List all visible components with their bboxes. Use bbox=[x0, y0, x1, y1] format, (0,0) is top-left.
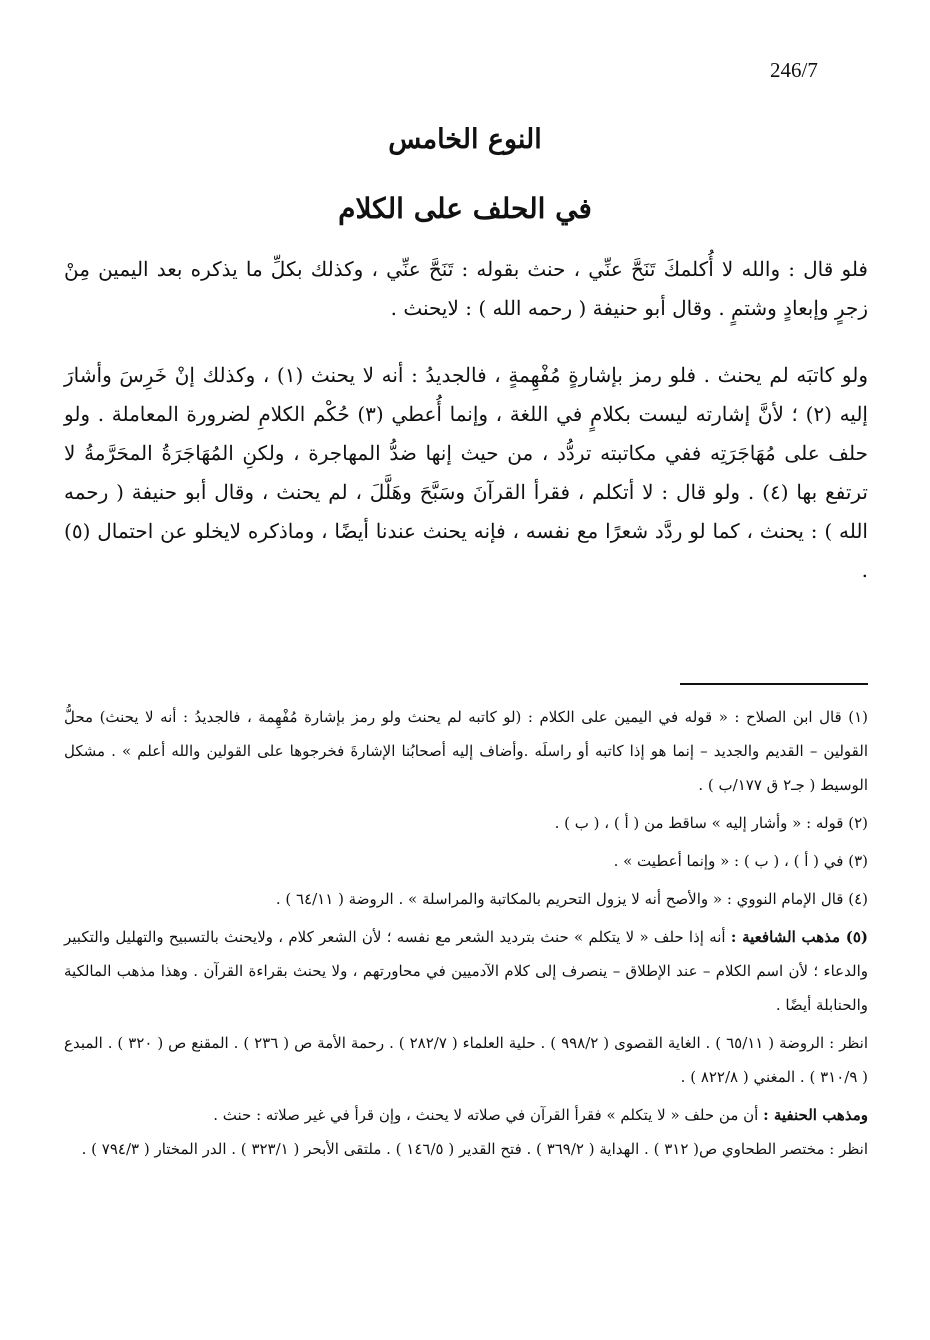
paragraph-text: ولو كاتبَه لم يحنث . فلو رمز بإشارةٍ مُفْهِمةٍ ، فالجديدُ : أنه لا يحنث (١) ، وكذلك إنْ خَرِسَ وأشارَ إليه (٢) ؛ لأنَّ إشارته ليست بكلامٍ في اللغة ، وإنما أُعطي (٣) حُكْم الكلامِ لضرورة المعاملة . ولو حلف على مُهَاجَرَتِه ففي مكاتبته تردُّد ، من حيث إنها ضدُّ المهاجرة ، ولكنِ المُهَاجَرَةُ المحَرَّمةُ لا ترتفع بها (٤) . ولو قال : لا أتكلم ، فقرأ القرآنَ وسَبَّحَ وهَلَّلَ ، لم يحنث ، وقال أبو حنيفة ( رحمه الله ) : يحنث ، كما لو ردَّد شعرًا مع نفسه ، فإنه يحنث عندنا أيضًا ، وماذكره لايخلو عن احتمال (٥) . bbox=[64, 363, 868, 582]
body-paragraph-1 bbox=[64, 250, 868, 328]
footnote-2: (٢) قوله : « وأشار إليه » ساقط من ( أ ) ، ( ب ) . bbox=[554, 814, 868, 832]
footnote-4: (٤) قال الإمام النووي : « والأصح أنه لا يزول التحريم بالمكاتبة والمراسلة » . الروضة ( ٦٤/١١ ) . bbox=[275, 890, 868, 908]
footnote-3: (٣) في ( أ ) ، ( ب ) : « وإنما أعطيت » . bbox=[613, 852, 868, 870]
body-paragraph-2 bbox=[64, 356, 868, 590]
footnote-5-hanafi-references: انظر : مختصر الطحاوي ص( ٣١٢ ) . الهداية ( ٣٦٩/٢ ) . فتح القدير ( ١٤٦/٥ ) . ملتقى الأبحر ( ٣٢٣/١ ) . الدر المختار ( ٧٩٤/٣ ) . bbox=[81, 1140, 868, 1158]
footnotes-section bbox=[64, 700, 868, 1166]
page-number: 246/7 bbox=[770, 58, 818, 82]
footnote-5-text: أنه إذا حلف « لا يتكلم » حنث بترديد الشعر مع نفسه ؛ لأن الشعر كلام ، ولايحنث بالتسبيح والتهليل والتكبير والدعاء ؛ لأن اسم الكلام – عند الإطلاق – ينصرف إلى كلام الآدميين في محاورتهم ، ولا يحنث بقراءة القرآن . وهذا مذهب المالكية والحنابلة أيضًا . bbox=[64, 928, 868, 1014]
hanafi-text: أن من حلف « لا يتكلم » فقرأ القرآن في صلاته لا يحنث ، وإن قرأ في غير صلاته : حنث . bbox=[213, 1106, 759, 1124]
footnote-5-label: (٥) مذهب الشافعية : bbox=[730, 928, 868, 946]
footnote-1: (١) قال ابن الصلاح : « قوله في اليمين على الكلام : (لو كاتبه لم يحنث ولو رمز بإشارة مُفْهِمة ، فالجديدُ : أنه لا يحنث) محلُّ القولين – القديم والجديد – إنما هو إذا كاتبه أو راسلَه .وأضاف إليه أصحابُنا الإشارةَ فخرجوها على القولين والله أعلم » . مشكل الوسيط ( جـ٢ ق ١٧٧/ب ) . bbox=[64, 708, 868, 794]
paragraph-text: فلو قال : والله لا أُكلمكَ تَنَحَّ عنِّي ، حنث بقوله : تَنَحَّ عنِّي ، وكذلك بكلِّ ما يذكره بعد اليمين مِنْ زجرٍ وإبعادٍ وشتمٍ . وقال أبو حنيفة ( رحمه الله ) : لايحنث . bbox=[64, 257, 868, 320]
hanafi-label: ومذهب الحنفية : bbox=[763, 1106, 868, 1124]
footnote-5 bbox=[64, 920, 868, 1022]
section-title-heading: في الحلف على الكلام bbox=[338, 192, 592, 225]
footnote-5-references: انظر : الروضة ( ٦٥/١١ ) . الغاية القصوى ( ٩٩٨/٢ ) . حلية العلماء ( ٢٨٢/٧ ) . رحمة الأمة ص ( ٢٣٦ ) . المقنع ص ( ٣٢٠ ) . المبدع ( ٣١٠/٩ ) . المغني ( ٨٢٢/٨ ) . bbox=[64, 1034, 869, 1086]
section-type-heading: النوع الخامس bbox=[388, 124, 542, 155]
footnote-divider bbox=[680, 683, 868, 685]
footnote-5-hanafi bbox=[64, 1098, 868, 1132]
